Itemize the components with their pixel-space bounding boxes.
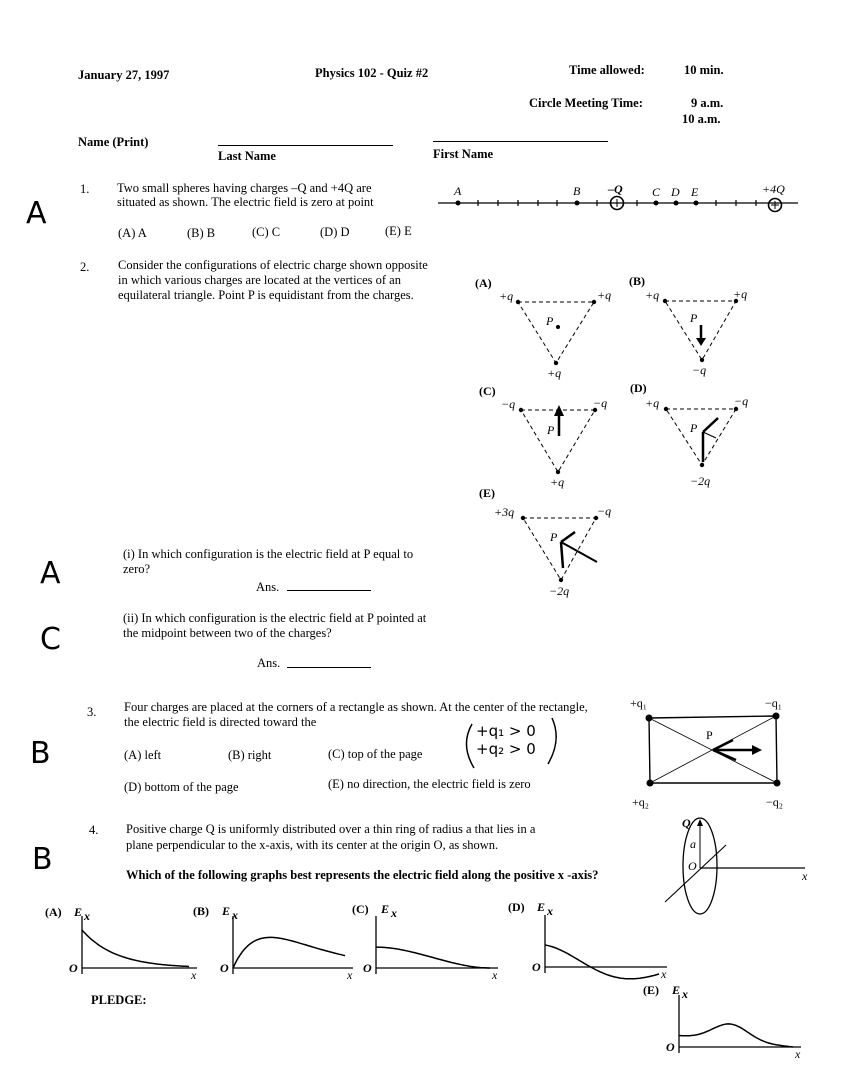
graph-e	[643, 983, 801, 1061]
y-axis-subscript: x	[84, 909, 90, 923]
graph-label: (E)	[643, 983, 659, 997]
x-axis-label: x	[661, 967, 667, 981]
q3-option-c[interactable]: (C) top of the page	[328, 747, 423, 761]
svg-text:P: P	[706, 728, 713, 742]
q3-option-a[interactable]: (A) left	[124, 748, 162, 762]
y-axis-subscript: x	[232, 908, 238, 922]
q1-text-line1: Two small spheres having charges –Q and +4Q are	[117, 181, 372, 195]
svg-text:−q₁: −q₁	[765, 696, 782, 710]
svg-text:P: P	[546, 314, 554, 328]
svg-text:+q: +q	[550, 475, 565, 489]
graph-label: (B)	[193, 904, 209, 918]
svg-text:(D): (D)	[630, 381, 647, 395]
svg-text:Q: Q	[682, 816, 691, 830]
label-e: E	[691, 185, 699, 199]
label-pos-4q: +4Q	[762, 182, 785, 196]
label-d: D	[671, 185, 680, 199]
q3-number: 3.	[87, 705, 97, 719]
q2ii-ans-label: Ans.	[257, 656, 281, 670]
handwritten-answer-q2i: A	[40, 556, 61, 591]
handwritten-note: +q₁ > 0 +q₂ > 0	[476, 722, 536, 758]
y-axis-label: E	[672, 983, 681, 997]
y-axis-label: E	[381, 902, 390, 916]
handwritten-answer-q4: B	[32, 842, 53, 877]
svg-text:−q: −q	[593, 396, 608, 410]
y-axis-label: E	[222, 904, 231, 918]
y-axis-label: E	[74, 905, 83, 919]
time-allowed-label: Time allowed:	[569, 63, 645, 77]
q1-option-d[interactable]: (D) D	[320, 225, 350, 239]
meeting-time-10am[interactable]: 10 a.m.	[682, 112, 721, 126]
svg-text:+q: +q	[597, 288, 612, 302]
q4-text-line1: Positive charge Q is uniformly distributed over a thin ring of radius a that lies in a	[126, 822, 536, 836]
graph-label: (D)	[508, 900, 525, 914]
first-name-label: First Name	[433, 147, 494, 161]
svg-text:+q: +q	[499, 289, 514, 303]
q3-text: Four charges are placed at the corners of a rectangle as shown. At the center of the rectangle, the electric field is directed toward the	[124, 700, 588, 729]
svg-text:−q: −q	[597, 504, 612, 518]
svg-text:P: P	[690, 421, 698, 435]
svg-text:(B): (B)	[629, 274, 645, 288]
field-curve	[376, 947, 490, 968]
q2-text: Consider the configurations of electric charge shown opposite in which various charges are located at the vertices of an equilateral triangle. Point P is equidistant from the charges.	[118, 258, 428, 302]
q2i-ans-label: Ans.	[256, 580, 280, 594]
x-axis-label: x	[347, 968, 353, 982]
y-axis-label: E	[537, 900, 546, 914]
svg-text:P: P	[550, 530, 558, 544]
handwritten-answer-q1: A	[26, 196, 47, 231]
origin-label: O	[69, 961, 78, 975]
svg-text:−2q: −2q	[690, 474, 711, 488]
svg-text:+q₁: +q₁	[630, 696, 647, 710]
svg-text:+3q: +3q	[494, 505, 515, 519]
origin-label: O	[666, 1040, 675, 1054]
q1-option-b[interactable]: (B) B	[187, 226, 216, 240]
x-axis-label: x	[795, 1047, 801, 1061]
q3-option-e[interactable]: (E) no direction, the electric field is zero	[328, 777, 531, 791]
svg-text:+q: +q	[645, 396, 660, 410]
time-allowed-value: 10 min.	[684, 63, 724, 77]
q2-number: 2.	[80, 260, 90, 274]
graph-b	[193, 904, 353, 982]
q3-option-d[interactable]: (D) bottom of the page	[124, 780, 239, 794]
label-a: A	[454, 184, 462, 198]
quiz-date: January 27, 1997	[78, 68, 170, 82]
svg-text:+q₂: +q₂	[632, 795, 649, 809]
field-curve	[82, 930, 189, 967]
origin-label: O	[532, 960, 541, 974]
svg-text:−2q: −2q	[549, 584, 570, 598]
origin-label: O	[363, 961, 372, 975]
q3-option-b[interactable]: (B) right	[228, 748, 272, 762]
field-curve	[545, 945, 659, 979]
svg-text:P: P	[547, 423, 555, 437]
graph-a	[45, 905, 197, 982]
svg-text:−q: −q	[692, 363, 707, 377]
config-a-label: (A)	[475, 276, 492, 290]
label-c: C	[652, 185, 661, 199]
q1-option-a[interactable]: (A) A	[118, 226, 147, 240]
svg-text:(E): (E)	[479, 486, 495, 500]
q4-question: Which of the following graphs best represents the electric field along the positive x -axis?	[126, 868, 599, 882]
q2-sub-i: (i) In which configuration is the electric field at P equal to zero?	[123, 547, 414, 576]
q1-number: 1.	[80, 182, 90, 196]
last-name-label: Last Name	[218, 149, 276, 163]
pledge-label: PLEDGE:	[91, 993, 147, 1007]
svg-text:P: P	[690, 311, 698, 325]
handwritten-answer-q3: B	[30, 736, 51, 771]
q4-number: 4.	[89, 823, 99, 837]
graph-d	[508, 900, 667, 981]
meeting-time-9am[interactable]: 9 a.m.	[691, 96, 724, 110]
q1-text-line2: situated as shown. The electric field is zero at point	[117, 195, 374, 209]
field-curve	[233, 937, 345, 968]
course-title: Physics 102 - Quiz #2	[315, 66, 429, 80]
graph-c	[352, 902, 498, 982]
svg-text:−q: −q	[734, 394, 749, 408]
svg-text:O: O	[688, 859, 697, 873]
svg-text:(C): (C)	[479, 384, 496, 398]
handwritten-answer-q2ii: C	[40, 622, 61, 657]
svg-text:a: a	[690, 837, 696, 851]
q2-sub-ii: (ii) In which configuration is the electric field at P pointed at the midpoint between two of the charges?	[123, 611, 427, 640]
svg-text:+q: +q	[733, 287, 748, 301]
x-axis-label: x	[492, 968, 498, 982]
q1-option-c[interactable]: (C) C	[252, 225, 281, 239]
y-axis-subscript: x	[682, 987, 688, 1001]
x-axis-label: x	[191, 968, 197, 982]
svg-text:+q: +q	[645, 288, 660, 302]
name-label: Name (Print)	[78, 135, 149, 149]
svg-text:−q: −q	[501, 397, 516, 411]
label-neg-q: –Q	[608, 182, 623, 196]
y-axis-subscript: x	[391, 906, 397, 920]
y-axis-subscript: x	[547, 904, 553, 918]
meeting-time-label: Circle Meeting Time:	[529, 96, 643, 110]
graph-label: (C)	[352, 902, 369, 916]
svg-text:−q₂: −q₂	[766, 795, 783, 809]
label-b: B	[573, 184, 581, 198]
q4-text-line2: plane perpendicular to the x-axis, with its center at the origin O, as shown.	[126, 838, 499, 852]
svg-text:x: x	[802, 869, 808, 883]
field-curve	[679, 1024, 793, 1047]
origin-label: O	[220, 961, 229, 975]
graph-label: (A)	[45, 905, 62, 919]
q1-option-e[interactable]: (E) E	[385, 224, 412, 238]
svg-text:+q: +q	[547, 366, 562, 380]
